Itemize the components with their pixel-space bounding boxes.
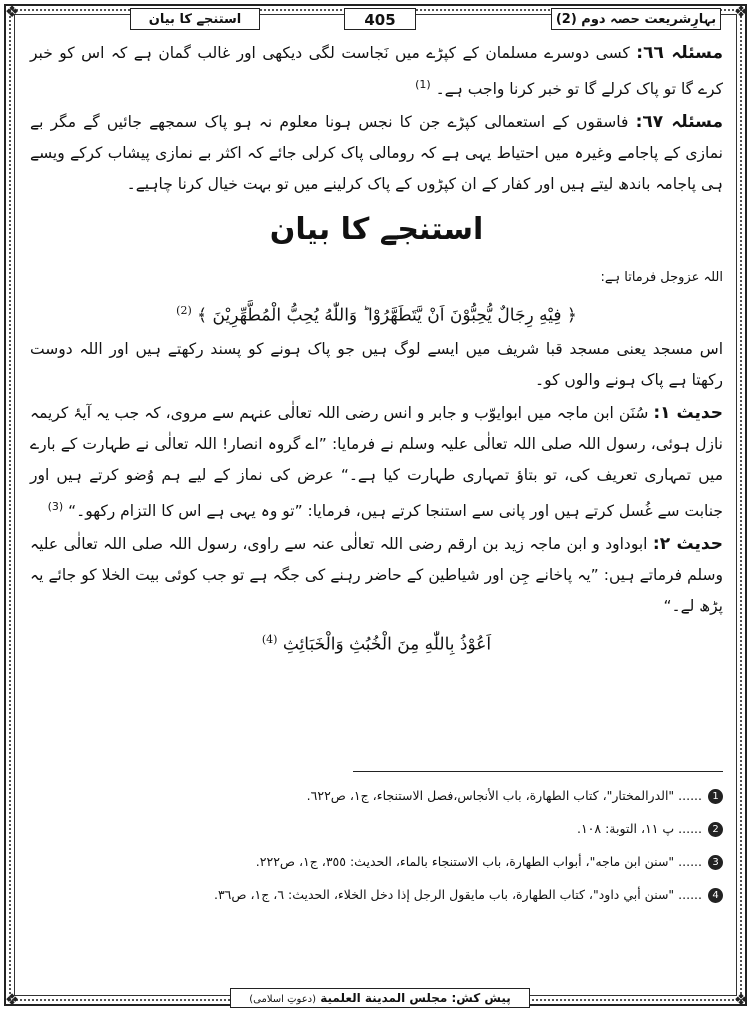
chapter-title: استنجے کا بیان	[269, 212, 484, 248]
publisher-label: پیش کش: مجلس المدينة العلمية	[320, 991, 511, 1005]
hadith-label: حدیث ١:	[653, 402, 723, 423]
footnote-item	[36, 881, 723, 909]
hadith-1	[30, 398, 723, 527]
hadith-text: سُنَن ابن ماجہ میں ابوایوّب و جابر و انس رضی اللہ تعالٰی عنہم سے مروی، کہ جب یہ آیۂ کریمہ نازل ہوئی، رسول اللہ صلی اللہ تعالٰی علیہ وسلم نے فرمایا: ”اے گروہ انصار! اللہ تعالٰی نے طہارت کے بارے میں تمہاری تعریف کی، تو بتاؤ تمہاری طہارت کیا ہے۔“ عرض کی نماز کے لیے ہم وُضو کرتے ہیں اور جنابت سے غُسل کرتے ہیں اور پانی سے استنجا کرتے ہیں، فرمایا: ”تو وہ یہی ہے اس کا التزام رکھو۔“	[30, 403, 723, 520]
hadith-text: ابوداود و ابن ماجہ زید بن ارقم رضی اللہ تعالٰی عنہ سے راوی، رسول اللہ صلی اللہ تعالٰی علیہ وسلم فرماتے ہیں: ”یہ پاخانے جِن اور شیاطین کے حاضر رہنے کی جگہ ہے تو جب کوئی بیت الخلا کو جائے یہ پڑھ لے۔“	[30, 534, 723, 615]
footnote-divider	[353, 771, 723, 772]
quran-verse	[30, 295, 723, 332]
section-title: استنجے کا بیان	[130, 8, 260, 30]
footnote-text: ...... "سنن أبي داود"، كتاب الطهارة، باب مايقول الرجل إذا دخل الخلاء، الحديث: ٦، ج١، ص٣٦.	[213, 887, 702, 902]
footnote-text: ...... "الدرالمختار"، كتاب الطهارة، باب الأنجاس،فصل الاستنجاء، ج١، ص٦٢٢.	[306, 788, 702, 803]
main-content	[30, 38, 723, 663]
hadith-2	[30, 529, 723, 622]
footnote-ref: (2)	[176, 304, 192, 318]
footnote-text: ...... "سنن ابن ماجه"، أبواب الطهارة، باب الاستنجاء بالماء، الحديث: ٣٥٥، ج١، ص٢٢٢.	[255, 854, 702, 869]
masala-label: مسئلہ ٦٦:	[636, 43, 723, 63]
footnote-number: 1	[708, 789, 723, 804]
hadith-label: حدیث ٢:	[652, 533, 723, 554]
corner-ornament-icon: ❖	[4, 990, 20, 1009]
corner-ornament-icon: ❖	[4, 2, 20, 21]
publisher-sub: (دعوتِ اسلامی)	[249, 994, 317, 1005]
footnote-ref: (4)	[261, 632, 278, 646]
masala-text: کسی دوسرے مسلمان کے کپڑے میں نَجاست لگی دیکھی اور غالب گمان ہے کہ اس کو خبر کرے گا تو پاک کرلے گا تو خبر کرنا واجب ہے۔	[30, 44, 723, 99]
footnote-item	[36, 815, 723, 843]
dua-line	[30, 624, 723, 661]
footnote-item	[36, 782, 723, 810]
footnote-item	[36, 848, 723, 876]
verse-text: ﴿ فِيْهِ رِجَالٌ يُّحِبُّوْنَ اَنْ يَّتَطَهَّرُوْا ؕ وَاللّٰهُ يُحِبُّ الْمُطَّهِّرِيْنَ ﴾	[197, 305, 577, 326]
book-title: بہارِشریعت حصہ دوم (2)	[551, 8, 721, 30]
corner-ornament-icon: ❖	[733, 990, 749, 1009]
footnote-number: 2	[708, 822, 723, 837]
footnote-number: 3	[708, 855, 723, 870]
page-number: 405	[344, 8, 416, 30]
dua-text: اَعُوْذُ بِاللّٰهِ مِنَ الْخُبُثِ وَالْخَبَائِثِ	[282, 634, 492, 655]
masala-67	[30, 107, 723, 200]
corner-ornament-icon: ❖	[733, 2, 749, 21]
footnote-number: 4	[708, 888, 723, 903]
page-footer	[230, 988, 530, 1008]
intro-line: اللہ عزوجل فرماتا ہے:	[600, 270, 723, 286]
footnote-text: ...... پ ١١، التوبة: ١٠٨.	[576, 821, 702, 836]
footnote-ref: (1)	[415, 78, 431, 91]
footnotes	[36, 782, 723, 914]
masala-label: مسئلہ ٦٧:	[635, 112, 723, 133]
footnote-ref: (3)	[47, 499, 64, 513]
masala-text: فاسقوں کے استعمالی کپڑے جن کا نجس ہونا معلوم نہ ہو پاک سمجھے جائیں گے مگر بے نمازی کے پاجامے وغیرہ میں احتیاط یہی ہے کہ رومالی پاک کرلی جائے کہ اکثر بے نمازی پیشاب کرکے ویسے ہی پاجامہ باندھ لیتے ہیں اور کفار کے ان کپڑوں کے پاک کرلینے میں تو بہت خیال کرنا چاہیے۔	[30, 113, 723, 194]
page-header	[14, 8, 737, 30]
masala-66	[30, 38, 723, 105]
verse-translation: اس مسجد یعنی مسجد قبا شریف میں ایسے لوگ ہیں جو پاک ہونے کو پسند رکھتے ہیں اور اللہ دوست رکھتا ہے پاک ہونے والوں کو۔	[30, 339, 723, 389]
